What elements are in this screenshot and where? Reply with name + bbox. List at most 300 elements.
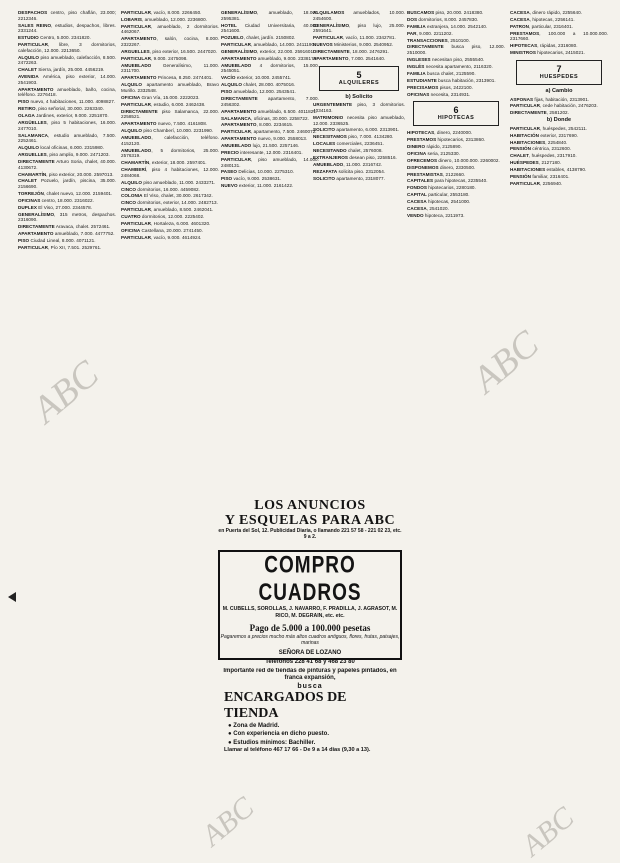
classified-ad <box>121 36 219 47</box>
ad-text: piso, 3 dormitorios. 4034163. <box>313 102 405 113</box>
requirement-item: ● Estudios mínimos: Bachiller. <box>228 739 316 746</box>
ad-text: , vacío, 9.000. 4614924. <box>151 234 202 240</box>
classified-ad <box>121 102 219 108</box>
ad-text: , amueblado, 8.500. 2462041. <box>151 207 214 213</box>
ad-text: Castellana, 20.000. 2741450. <box>140 227 203 233</box>
classified-ad <box>18 172 116 178</box>
ad-text: amueblado, 9.000. 2338170. <box>256 55 318 61</box>
classified-ad <box>121 221 219 227</box>
ad-text: , amueblado, 2 dormitorios. 4462067. <box>121 23 219 35</box>
ad-text: local oficinas, 6.000. 2315980. <box>39 145 104 151</box>
ad-text: , amueblado, 18.000. 2595381. <box>221 10 319 21</box>
ad-keyword: DIRECTAMENTE <box>407 44 444 50</box>
column-3 <box>221 10 319 490</box>
classified-ad <box>510 97 608 103</box>
ad-keyword: APARTAMENTO <box>18 231 54 237</box>
subsection-heading: a) Cambio <box>545 87 573 94</box>
ad-keyword: APARTAMENTO <box>18 86 54 92</box>
classified-ad <box>313 35 405 41</box>
classified-ad <box>313 176 405 182</box>
ad-text: , 9.000. 2475098. <box>151 55 188 61</box>
ad-keyword: NECESITANDO <box>313 148 347 154</box>
ad-keyword: DOS <box>407 16 418 22</box>
ad-text: desean piso, 2258516. <box>348 155 397 161</box>
ad-text: centro, piso chaflán, 23.000; 2212346. <box>18 10 116 21</box>
ad-keyword: ALQUILO <box>18 145 40 151</box>
ad-text: Princesa, 8.250. 2474401. <box>156 75 213 81</box>
classified-ad <box>18 145 116 151</box>
ad-text: , vacío, 11.000. 2342781. <box>343 35 396 41</box>
classified-ad <box>121 56 219 62</box>
classified-ad <box>407 206 505 212</box>
ad-keyword: OFICINA <box>121 227 141 233</box>
classified-ad <box>121 193 219 199</box>
ad-keyword: CINCO <box>121 200 137 206</box>
classified-ad <box>407 92 505 98</box>
ad-keyword: GENERALÍSIMO <box>313 22 350 28</box>
ad-text: Ciudad Universitaria, 40.000. 2541600. <box>221 22 319 34</box>
classified-ad <box>510 24 608 30</box>
ad-text: piso amueblado, 11.000. 2433271. <box>142 179 216 185</box>
ad-text: , 2127180. <box>538 160 562 166</box>
ad-text: particular, 2553180. <box>426 192 470 198</box>
ad-text: , 5 dormitorios, 25.000. 2576319. <box>121 147 219 159</box>
classified-ad <box>18 42 116 53</box>
ad-keyword: APARTAMENTO <box>121 36 157 42</box>
ad-keyword: SALES REINO <box>18 22 52 28</box>
ad-text: , 315 metros, despachos. 2316090. <box>18 211 116 223</box>
ad-keyword: APARTAMENTO <box>221 55 257 61</box>
job-title-2: TIENDA <box>224 705 279 721</box>
classified-ad <box>121 63 219 74</box>
ad-keyword: PARTICULAR <box>121 234 152 240</box>
ad-text: , piso lujo, 25.000. 2591641. <box>313 22 405 34</box>
ad-text: , piso amplio, 9.000. 2471203. <box>46 152 110 158</box>
classified-ad <box>18 35 116 41</box>
ad-text: estables, 4138790. <box>545 167 587 173</box>
ad-text: , estudios, despachos, libres. 2331244. <box>18 22 116 34</box>
classified-ad <box>407 64 505 70</box>
classified-ad <box>18 212 116 223</box>
classified-ad <box>121 128 219 134</box>
ad-text: , huéspedes, 2542111. <box>540 125 588 131</box>
ad-keyword: PARTICULAR <box>221 129 252 135</box>
ad-keyword: OFICINAS <box>407 91 430 97</box>
ad-text: , 100.000 a 10.000.000. 2317660. <box>510 30 608 42</box>
ad-keyword: OLAGA <box>18 113 35 119</box>
ad-keyword: VENDO <box>407 212 424 218</box>
ad-keyword: INGLESES <box>407 57 431 63</box>
ad-keyword: AVENIDA <box>18 74 39 80</box>
classified-ad <box>407 44 505 55</box>
ad-text: , vacío, 8.000. 2266450. <box>151 10 202 15</box>
ad-text: necesita, 2314931. <box>429 91 471 97</box>
classified-ad <box>407 165 505 171</box>
section-number: 6 <box>453 105 459 116</box>
abc-ads-info: en Puerta del Sol, 12. Publicidad Diaria, o llamando 221 57 58 - 221 02 23, etc. 9 a 2. <box>218 528 402 540</box>
ad-text: , chalet nuevo, 12.000. 2159401. <box>43 191 113 197</box>
classified-ad <box>121 200 219 206</box>
ad-text: , chalet, jardín. 2150802. <box>243 35 296 41</box>
ad-keyword: PRESTAMOS <box>407 137 437 143</box>
ad-keyword: PARTICULAR <box>313 35 344 41</box>
ad-keyword: PARTICULAR <box>18 245 49 250</box>
ad-text: dormitorios, 8.000. 2457830. <box>417 16 479 22</box>
classified-ad <box>510 31 608 42</box>
ad-text: amueblado, 6.500. 4011821. <box>256 108 318 114</box>
abc-ads-title-1: LOS ANUNCIOS <box>254 498 366 513</box>
classified-ad <box>407 24 505 30</box>
classified-ad <box>18 113 116 119</box>
ad-keyword: CHAMARTÍN <box>121 160 150 166</box>
ad-keyword: PARTICULAR <box>510 180 541 186</box>
ad-keyword: GENERALÍSIMO <box>18 211 55 217</box>
ad-text: busca chalet, 2125590. <box>425 70 476 76</box>
requirement-item: ● Con experiencia en dicho puesto. <box>228 731 329 738</box>
classified-ad <box>121 75 219 81</box>
ad-keyword: DINERO <box>407 143 426 149</box>
ad-keyword: ARGUELLES <box>18 152 47 158</box>
ad-keyword: PARTICULAR <box>121 207 152 213</box>
classified-ad <box>510 43 608 49</box>
ad-keyword: PATRON <box>510 23 530 29</box>
ad-keyword: CACESA <box>510 10 530 15</box>
ad-text: hipotecarios, 2280180. <box>426 185 476 191</box>
classified-ad <box>407 10 505 16</box>
ad-text: exterior, 11.000. 2161422. <box>237 183 294 189</box>
classified-ad <box>121 235 219 241</box>
classified-ad <box>313 10 405 21</box>
ad-text: pisos, 2422100. <box>438 84 473 90</box>
ad-keyword: CACESA <box>510 16 530 22</box>
ad-keyword: PARTICULAR <box>121 55 152 61</box>
ad-keyword: PRESTAMISTAS <box>407 171 443 177</box>
ad-keyword: BUSCAMOS <box>407 10 435 15</box>
abc-watermark: ABC <box>195 790 261 853</box>
classified-ad <box>407 151 505 157</box>
classified-ad <box>313 141 405 147</box>
ad-text: necesita piso amueblado, 12.000. 2336525. <box>313 114 405 126</box>
ad-text: El Viso, chalet, 30.000. 2617342. <box>142 193 213 199</box>
ad-keyword: LOCALES <box>313 141 336 147</box>
section-number: 7 <box>556 63 562 74</box>
job-title-1: ENCARGADOS DE <box>224 689 347 705</box>
ad-text: apartamento, 6.000. 2313901. <box>335 127 400 133</box>
classified-ad <box>18 198 116 204</box>
ad-text: dinero, 2330500. <box>438 164 476 170</box>
ad-text: , 2510100. <box>447 37 470 43</box>
classified-ad <box>221 143 319 149</box>
classified-ad <box>221 176 319 182</box>
ad-text: para hipotecas, 2235540. <box>433 178 488 184</box>
ad-text: , 2122660. <box>442 171 466 177</box>
classified-ad <box>121 187 219 193</box>
ad-text: , particular, 2316401. <box>529 23 574 29</box>
classified-ad <box>221 82 319 88</box>
classified-ad <box>221 122 319 128</box>
ad-text: , 2256940. <box>540 180 563 186</box>
ad-keyword: COLONIA <box>121 193 143 199</box>
classified-ad <box>121 167 219 178</box>
ad-text: apartamento, 2318077. <box>335 175 385 181</box>
ad-keyword: DIRECTAMENTE <box>221 96 258 102</box>
classified-ad <box>221 96 319 107</box>
ad-keyword: CAPITAL <box>407 192 427 198</box>
classified-ad <box>121 82 219 93</box>
classified-ad <box>313 148 405 154</box>
ad-text: América, piso exterior, 14.000. 2541903. <box>18 74 116 85</box>
ad-text: exterior, 10.000. 2455741. <box>235 75 292 81</box>
ad-keyword: HABITACIONES <box>510 167 546 173</box>
ad-text: , 9.000. 2211202. <box>416 30 453 36</box>
section-header <box>516 60 602 85</box>
ad-keyword: ALQUILO <box>18 54 40 60</box>
abc-watermark: ABC <box>24 352 107 432</box>
ad-keyword: INGLÉS <box>407 63 425 69</box>
abc-watermark: ABC <box>464 322 547 402</box>
classified-ad <box>510 110 608 116</box>
ad-keyword: FONDOS <box>407 185 427 191</box>
ad-text: nuevo, 9.000. 2558013. <box>256 136 308 142</box>
ad-text: busca habitación, 2313901. <box>436 77 496 83</box>
ad-keyword: AMUEBLADO <box>221 62 252 68</box>
classified-ad <box>18 245 116 251</box>
ad-text: , amueblado, 12.000. 2236800. <box>142 16 208 22</box>
ad-text: , calefacción, teléfono. 4152120. <box>121 134 219 146</box>
ad-text: , amueblado, 14.000. 2411190. <box>251 42 316 48</box>
ad-keyword: ESTUDIANTE <box>407 77 437 83</box>
classified-ad <box>313 42 405 48</box>
ad-text: , 7.000. 2541640. <box>348 55 386 61</box>
ad-keyword: ARGÜELLES <box>18 120 47 126</box>
ad-keyword: HABITACIÓN <box>510 132 539 138</box>
ad-text: , estudio amueblado, 7.500. 2252461. <box>18 132 116 144</box>
ad-text: , 8.000. 2234615. <box>256 122 294 128</box>
classified-ad <box>407 144 505 150</box>
ad-text: Centro, 5.000. 2341820. <box>38 35 91 41</box>
ad-text: , estudio, 6.000. 2462438. <box>151 101 206 107</box>
ad-keyword: ARGUELLES <box>121 48 150 54</box>
classified-ad <box>121 10 219 16</box>
section-number: 5 <box>356 69 362 80</box>
classified-ad <box>221 35 319 41</box>
payment-range: Pago de 5.000 a 100.000 pesetas <box>249 623 371 633</box>
ad-text: interesante, 12.000. 2316401. <box>238 149 303 155</box>
ad-text: , libre, 3 dormitorios, calefacción, 12.000. 2213650. <box>18 42 116 53</box>
classified-ad <box>18 231 116 237</box>
classified-ad <box>407 199 505 205</box>
ad-text: , 2254840. <box>545 139 568 145</box>
ad-keyword: PARTICULAR <box>510 103 541 109</box>
classified-ad <box>221 23 319 34</box>
subsection-heading: b) Donde <box>546 117 572 124</box>
ad-keyword: CINCO <box>121 186 137 192</box>
ad-keyword: NUEVO <box>221 183 238 189</box>
classified-ad <box>18 23 116 34</box>
classified-ad <box>18 106 116 112</box>
ad-text: piso Chamberí, 10.000. 2231990. <box>142 128 214 134</box>
ad-keyword: PENSIÓN <box>510 173 532 179</box>
classified-ad <box>121 160 219 166</box>
ad-text: , rápidas, 2316080. <box>537 43 578 49</box>
section-label: ALQUILERES <box>338 79 380 86</box>
classified-ad <box>510 146 608 152</box>
ad-keyword: ESTUDIO <box>18 35 39 41</box>
ad-text: , Pío XII, 7.501. 2529761. <box>48 245 102 250</box>
ad-keyword: DUPLEX <box>18 204 37 210</box>
ad-keyword: ALQUILO <box>121 179 143 185</box>
classified-ad <box>221 56 319 62</box>
ad-keyword: NUEVOS <box>313 42 333 48</box>
ad-text: , salón, cocina, 8.000. 2322267. <box>121 36 219 48</box>
ad-keyword: GENERALÍSIMO <box>221 48 258 54</box>
ad-keyword: ALQUILO <box>121 128 143 134</box>
ad-keyword: PENSIÓN <box>510 146 532 152</box>
section-header <box>319 66 399 91</box>
ad-keyword: NECESITAMOS <box>313 134 347 140</box>
classified-ad <box>221 42 319 48</box>
classified-ad <box>121 95 219 101</box>
ad-keyword: FAMILIA <box>407 70 426 76</box>
classified-ad <box>121 24 219 35</box>
ad-text: , piso exterior, 20.000. 2597013. <box>46 171 114 177</box>
abc-ads-notice <box>218 498 402 538</box>
ad-keyword: PARTICULAR <box>221 156 252 162</box>
classified-ad <box>313 102 405 113</box>
classified-ad <box>407 17 505 23</box>
ad-text: amueblado, 12.000. 2543541. <box>232 89 296 95</box>
ad-keyword: OFICINAS <box>18 197 41 203</box>
ad-keyword: SOLICITO <box>313 175 336 181</box>
ad-keyword: PASEO <box>221 169 237 175</box>
ad-text: , piso señorial, 30.000. 2263340. <box>35 106 104 112</box>
ad-text: Sierra, jardín, 25.000. 4456219. <box>36 67 105 73</box>
ad-keyword: PARTICULAR <box>121 10 152 15</box>
ad-keyword: PAR <box>407 30 417 36</box>
ad-text: , Hortaleza, 6.000. 4601320. <box>151 221 211 226</box>
ad-keyword: DIRECTAMENTE <box>313 48 350 54</box>
classified-ad <box>221 63 319 74</box>
ad-text: amueblado, 7.000. 4477752. <box>53 231 115 237</box>
classified-ad <box>407 71 505 77</box>
classified-ad <box>221 129 319 135</box>
classified-ad <box>18 238 116 244</box>
ad-keyword: PISO <box>18 99 30 105</box>
ad-keyword: HUÉSPEDES <box>510 160 539 166</box>
ad-keyword: DIRECTAMENTE <box>18 158 55 164</box>
classified-ad <box>121 207 219 213</box>
ad-text: exterior, 2317690. <box>539 132 579 138</box>
ad-keyword: AMUEBLADO <box>121 62 152 68</box>
ad-text: lujo, 21.500. 2257146. <box>251 143 300 149</box>
classified-ad <box>221 157 319 168</box>
ad-keyword: FAMILIA <box>407 23 426 29</box>
ad-keyword: ASPONAS <box>510 96 534 102</box>
classified-ad <box>18 120 116 131</box>
requirement-item: ● Zona de Madrid. <box>228 722 280 729</box>
ad-text: , piso 4 habitaciones, 12.000. 2484068. <box>121 167 219 178</box>
ad-text: fijas, habitación, 2313901. <box>533 96 590 102</box>
ad-keyword: ALQUILAMOS <box>313 10 345 15</box>
classified-ad <box>18 224 116 230</box>
classified-ad <box>221 169 319 175</box>
classified-ad <box>313 155 405 161</box>
classified-ad <box>18 178 116 189</box>
ad-text: familiar, 2316401. <box>531 173 570 179</box>
contact-phone: Teléfonos 228 41 68 y 468 23 80 <box>265 659 355 665</box>
ad-keyword: ALQUILO <box>121 82 143 88</box>
classified-ad <box>313 115 405 126</box>
ad-text: dormitorios, 16.000. 4459082. <box>136 186 200 192</box>
ad-keyword: EXTRANJEROS <box>313 155 349 161</box>
ad-keyword: PARTICULAR <box>18 42 49 48</box>
call-instructions: Llamar al teléfono 467 17 66 - De 9 a 14 días (9,30 a 13). <box>224 747 371 754</box>
classified-ad <box>407 185 505 191</box>
ad-text: amueblado, baño, cocina, teléfono. 2276418. <box>18 86 116 98</box>
ad-keyword: VACÍO <box>221 75 236 81</box>
ad-text: , hipotecas, 2256141. <box>529 16 575 22</box>
classified-ad <box>18 10 116 21</box>
classified-ad <box>221 75 319 81</box>
classified-ad <box>510 174 608 180</box>
margin-arrow-icon <box>8 592 16 602</box>
ad-text: , dinero, 2240000. <box>434 130 473 136</box>
ad-text: dormitorios, 12.000. 2225402. <box>140 214 205 220</box>
ad-text: piso amueblado, calefacción, 8.500. 2472263. <box>18 54 116 66</box>
ad-keyword: TORREJÓN <box>18 191 44 197</box>
ad-keyword: URGENTEMENTE <box>313 102 353 108</box>
ad-text: , cede habitación, 2476203. <box>540 103 598 109</box>
classified-ad <box>18 55 116 66</box>
classified-ad <box>121 214 219 220</box>
ad-text: céntrica, 2312600. <box>531 146 572 152</box>
classified-ad <box>18 74 116 85</box>
column-6 <box>510 10 608 855</box>
ad-text: hipotecarios, 2313860. <box>436 137 486 143</box>
ad-keyword: PARTICULAR <box>121 23 152 29</box>
classified-ad <box>510 133 608 139</box>
classified-ad <box>510 103 608 109</box>
subsection-heading: b) Solicito <box>345 93 373 100</box>
ad-text: Ministerios, 9.000. 2540952. <box>332 42 394 48</box>
section-label: HIPOTECAS <box>437 115 475 122</box>
ad-keyword: LOBARIS <box>121 16 143 22</box>
ad-keyword: DIRECTAMENTE <box>510 110 547 116</box>
classified-ad <box>313 169 405 175</box>
ad-keyword: RETIRO <box>18 106 36 112</box>
ad-keyword: GENERALÍSIMO <box>221 10 258 15</box>
ad-keyword: PRECIO <box>221 149 239 155</box>
ad-keyword: PRESTAMOS <box>510 30 540 36</box>
ad-keyword: AMUEBLADO <box>313 161 344 167</box>
ad-text: rápido, 2125890. <box>425 143 462 149</box>
ad-text: extranjera, 14.000. 2542140. <box>425 23 488 29</box>
classified-ad <box>18 67 116 73</box>
classified-ad <box>313 23 405 34</box>
classified-ad <box>510 160 608 166</box>
classified-ad <box>510 50 608 56</box>
ad-keyword: AMUEBLADO <box>221 143 252 149</box>
ad-keyword: OFRECEMOS <box>407 157 438 163</box>
classified-ad <box>510 140 608 146</box>
ad-keyword: PISO <box>221 176 233 182</box>
ad-keyword: HIPOTECAS <box>510 43 538 49</box>
ad-keyword: HIPOTECAS <box>407 130 435 136</box>
ad-keyword: PARTICULAR <box>121 101 152 107</box>
classified-ad <box>407 38 505 44</box>
ad-keyword: APARTAMENTO <box>221 136 257 142</box>
classified-ad <box>407 192 505 198</box>
